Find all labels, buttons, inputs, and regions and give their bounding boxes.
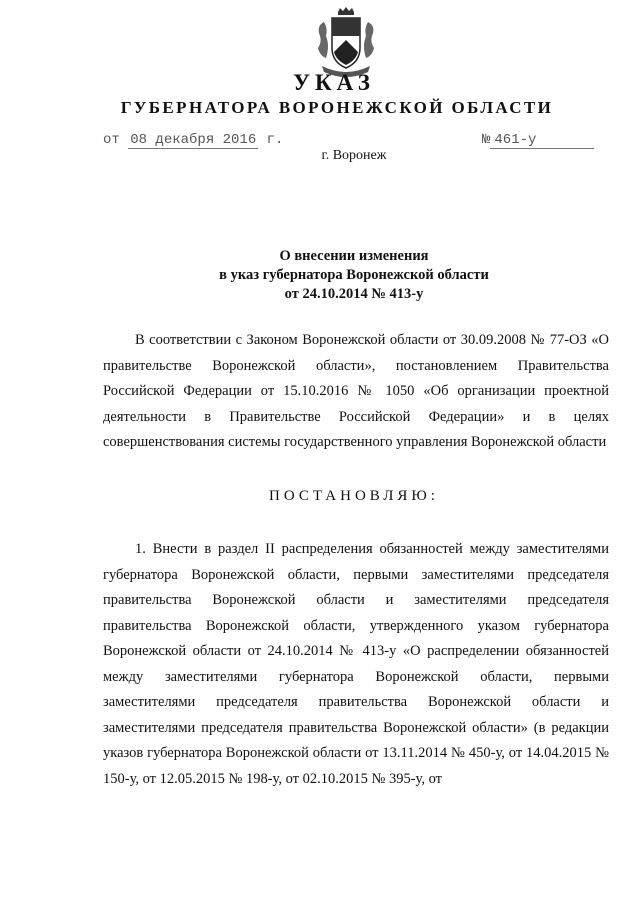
coat-of-arms-icon — [312, 6, 380, 78]
document-subject — [0, 247, 640, 304]
subject-line-1: О внесении изменения — [279, 248, 429, 264]
subject-line-3: от 24.10.2014 № 413-у — [284, 286, 424, 302]
number-prefix: № — [482, 132, 491, 148]
document-date — [103, 132, 283, 148]
document-type-title: УКАЗ — [293, 70, 375, 95]
number-value: 461-у — [490, 132, 594, 149]
date-value: 08 декабря 2016 — [130, 132, 257, 148]
issuer-title: ГУБЕРНАТОРА ВОРОНЕЖСКОЙ ОБЛАСТИ — [120, 98, 554, 117]
resolve-heading: ПОСТАНОВЛЯЮ: — [269, 488, 439, 504]
city: г. Воронеж — [321, 148, 387, 163]
preamble-paragraph: В соответствии с Законом Воронежской области от 30.09.2008 № 77-ОЗ «О правительстве Воронежской области», постановлением Правительства Российской Федерации от 15.10.2016 № 1050 «Об организации проектной деятельности в Правительстве Российской Федерации» и в целях совершенствования системы государственного управления Воронежской области — [103, 332, 609, 450]
date-suffix: г. — [266, 132, 284, 148]
subject-line-2: в указ губернатора Воронежской области — [219, 267, 489, 283]
document-number — [482, 132, 594, 149]
clause-1-paragraph: 1. Внести в раздел II распределения обязанностей между заместителями губернатора Воронежской области, первыми заместителями председателя правительства Воронежской области и заместителями председателя правительства Воронежской области, утвержденного указом губернатора Воронежской области от 24.10.2014 № 413-у «О распределении обязанностей между заместителями губернатора Воронежской области, первыми заместителями председателя правительства Воронежской области и заместителями председателя правительства Воронежской области» (в редакции указов губернатора Воронежской области от 13.11.2014 № 450-у, от 14.04.2015 № 150-у, от 12.05.2015 № 198-у, от 02.10.2015 № 395-у, от — [103, 541, 609, 787]
date-prefix: от — [103, 132, 120, 148]
